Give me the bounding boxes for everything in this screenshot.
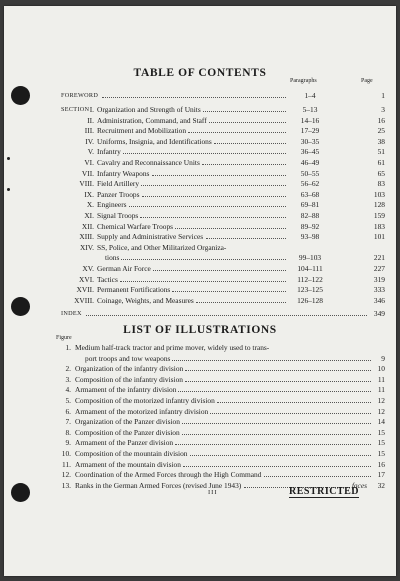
toc-section-title: Recruitment and Mobilization <box>97 126 187 136</box>
illustration-faces: faces <box>351 480 367 490</box>
illustration-page: 16 <box>377 459 385 469</box>
toc-section-number: XVI. <box>79 274 94 284</box>
toc-section-title: Administration, Command, and Staff <box>97 115 207 125</box>
toc-section-number: V. <box>87 147 94 157</box>
illustration-title: Composition of the infantry division <box>75 374 183 384</box>
toc-section-page: 319 <box>373 274 385 284</box>
toc-section-page: 183 <box>373 221 385 231</box>
illustration-page: 15 <box>377 449 385 458</box>
leader-dots <box>210 413 371 414</box>
toc-title: TABLE OF CONTENTS <box>133 67 267 79</box>
toc-section <box>4 221 396 232</box>
toc-section-paragraphs: 46–49 <box>300 158 320 167</box>
illustration-page: 32 <box>377 480 385 490</box>
toc-section-cont <box>4 252 396 263</box>
leader-dots <box>153 270 286 271</box>
illustration-page: 17 <box>377 470 385 480</box>
illustration-page: 15 <box>377 427 385 437</box>
toc-section <box>4 104 396 115</box>
toc-index-page: 349 <box>373 309 385 319</box>
illustration-title-cont: port troops and tow weapons <box>85 353 171 363</box>
leader-dots <box>175 228 286 229</box>
toc-section-number: VI. <box>84 158 94 167</box>
illustration-page: 10 <box>377 364 385 374</box>
toc-section-title: Uniforms, Insignia, and Identifications <box>97 136 212 146</box>
toc-section <box>4 284 396 295</box>
toc-section-paragraphs: 30–35 <box>300 136 320 146</box>
toc-section <box>4 242 396 253</box>
leader-dots <box>209 122 286 123</box>
toc-section-page: 101 <box>373 232 385 242</box>
toc-section-page: 61 <box>377 158 385 167</box>
toc-section-paragraphs: 93–98 <box>300 232 320 242</box>
toc-section-paragraphs: 17–29 <box>300 126 320 136</box>
toc-section-page: 51 <box>377 147 385 157</box>
toc-section-page: 25 <box>377 126 385 136</box>
toc-section-title: Chemical Warfare Troops <box>97 221 174 231</box>
toc-section-number: II. <box>87 115 94 125</box>
toc-section-cont-page: 221 <box>373 253 385 263</box>
toc-section-title: Permanent Fortifications <box>97 285 171 295</box>
toc-section <box>4 210 396 221</box>
toc-section-page: 103 <box>373 189 385 199</box>
toc-section <box>4 157 396 168</box>
illustration-item <box>4 395 396 406</box>
toc-section-paragraphs: 123–125 <box>297 285 323 295</box>
toc-section-title: Supply and Administrative Services <box>97 232 204 242</box>
toc-section <box>4 178 396 189</box>
leader-dots <box>86 315 367 316</box>
toc-section-paragraphs: 89–92 <box>300 221 320 231</box>
document-page <box>4 6 396 576</box>
toc-section-number: IV. <box>85 136 94 146</box>
leader-dots <box>142 196 286 197</box>
illustration-item <box>4 469 396 480</box>
toc-section-number: XVII. <box>76 285 94 295</box>
illustration-title: Armament of the mountain division <box>75 459 181 469</box>
leader-dots <box>185 370 371 371</box>
toc-section <box>4 231 396 242</box>
toc-foreword-page: 1 <box>381 91 385 100</box>
toc-section-paragraphs: 82–88 <box>300 211 320 220</box>
illustration-page: 9 <box>381 353 385 363</box>
toc-foreword <box>4 90 396 101</box>
toc-section-page: 3 <box>381 105 385 114</box>
toc-section-page: 159 <box>373 211 385 220</box>
page-numeral: III <box>208 489 218 496</box>
toc-section <box>4 168 396 179</box>
toc-section-paragraphs: 50–55 <box>300 168 320 178</box>
toc-foreword-label: FOREWORD <box>61 92 99 99</box>
toc-section-paragraphs: 5–13 <box>302 105 318 114</box>
illustration-title: Medium half-track tractor and prime mover, widely used to trans- <box>75 343 270 352</box>
leader-dots <box>214 143 286 144</box>
leader-dots <box>190 455 371 456</box>
toc-foreword-paragraphs: 1–4 <box>304 91 316 100</box>
leader-dots <box>264 476 371 477</box>
toc-section-title: Signal Troops <box>97 211 139 220</box>
illustration-title: Armament of the motorized infantry division <box>75 406 209 416</box>
illustration-item <box>4 427 396 438</box>
toc-section-title: Infantry <box>97 147 121 157</box>
toc-section <box>4 125 396 136</box>
toc-section-page: 346 <box>373 295 385 305</box>
illustration-item <box>4 384 396 395</box>
illustration-number: 11. <box>62 459 71 469</box>
toc-section-number: X. <box>86 200 94 210</box>
leader-dots <box>120 281 286 282</box>
toc-section-title: SS, Police, and Other Militarized Organiza- <box>97 242 227 252</box>
leader-dots <box>121 259 286 260</box>
leader-dots <box>123 153 286 154</box>
illustration-item <box>4 416 396 427</box>
leader-dots <box>178 391 371 392</box>
illustration-item <box>4 342 396 353</box>
toc-section-title: German Air Force <box>97 264 151 273</box>
col-figure-header: Figure <box>56 335 72 341</box>
illustration-page: 15 <box>377 438 385 448</box>
leader-dots <box>196 302 286 303</box>
toc-section-title: Cavalry and Reconnaissance Units <box>97 158 200 167</box>
toc-section <box>4 274 396 285</box>
toc-section-paragraphs: 36–45 <box>300 147 320 157</box>
toc-section <box>4 146 396 157</box>
illustration-number: 8. <box>65 427 71 437</box>
leader-dots <box>141 185 286 186</box>
toc-index <box>4 308 396 319</box>
illustration-title: Organization of the Panzer division <box>75 417 180 427</box>
toc-section <box>4 189 396 200</box>
leader-dots <box>152 175 286 176</box>
illustration-title: Organization of the infantry division <box>75 364 184 374</box>
leader-dots <box>203 111 286 112</box>
illustration-page: 11 <box>377 374 385 384</box>
illustration-page: 12 <box>377 406 385 416</box>
toc-section <box>4 136 396 147</box>
toc-section-paragraphs: 126–128 <box>297 295 323 305</box>
loi-title: LIST OF ILLUSTRATIONS <box>123 324 277 336</box>
illustration-number: 13. <box>61 480 71 490</box>
toc-section-paragraphs: 104–111 <box>297 264 323 273</box>
illustration-number: 5. <box>65 396 71 405</box>
toc-section-title: Coinage, Weights, and Measures <box>97 295 194 305</box>
illustration-number: 1. <box>65 343 71 352</box>
col-paragraphs-header: Paragraphs <box>290 78 317 84</box>
illustration-number: 7. <box>65 417 71 427</box>
toc-section-page: 333 <box>373 285 385 295</box>
section-word: SECTION <box>61 106 90 113</box>
leader-dots <box>175 444 371 445</box>
leader-dots <box>140 217 286 218</box>
toc-section-paragraphs: 56–62 <box>300 179 320 189</box>
leader-dots <box>182 423 371 424</box>
illustration-item <box>4 437 396 448</box>
leader-dots <box>183 466 371 467</box>
toc-section-number: III. <box>84 126 94 136</box>
toc-section-page: 65 <box>377 168 385 178</box>
toc-section-paragraphs: 63–68 <box>300 189 320 199</box>
illustration-number: 9. <box>65 438 71 448</box>
illustration-number: 10. <box>61 449 71 458</box>
toc-section-number: VIII. <box>79 179 94 189</box>
illustration-number: 6. <box>65 406 71 416</box>
toc-section-paragraphs: 69–81 <box>300 200 320 210</box>
leader-dots <box>129 206 286 207</box>
toc-index-label: INDEX <box>61 310 82 318</box>
toc-section-page: 227 <box>373 264 385 273</box>
illustration-title: Armament of the infantry division <box>75 385 177 395</box>
toc-section-number: IX. <box>84 189 94 199</box>
leader-dots <box>185 381 371 382</box>
col-page-header: Page <box>361 78 373 84</box>
toc-section-page: 38 <box>377 136 385 146</box>
toc-section <box>4 115 396 126</box>
illustration-item-cont <box>4 353 396 364</box>
leader-dots <box>188 132 286 133</box>
illustration-title: Armament of the Panzer division <box>75 438 174 448</box>
toc-section-number: XI. <box>84 211 94 220</box>
illustration-title: Composition of the mountain division <box>75 449 188 458</box>
toc-section-number: XV. <box>82 264 94 273</box>
leader-dots <box>202 164 286 165</box>
leader-dots <box>217 402 371 403</box>
toc-section-number: XVIII. <box>74 295 94 305</box>
toc-section <box>4 263 396 274</box>
toc-section-paragraphs: 14–16 <box>300 115 320 125</box>
illustration-number: 4. <box>65 385 71 395</box>
illustration-number: 2. <box>65 364 71 374</box>
illustration-item <box>4 374 396 385</box>
toc-section <box>4 295 396 306</box>
toc-section-cont-paragraphs: 99–103 <box>298 253 322 263</box>
leader-dots <box>172 360 371 361</box>
illustration-item <box>4 459 396 470</box>
leader-dots <box>182 434 371 435</box>
illustration-title: Composition of the Panzer division <box>75 427 180 437</box>
leader-dots <box>102 97 286 98</box>
illustration-item <box>4 448 396 459</box>
toc-section <box>4 199 396 210</box>
restricted-marking: RESTRICTED <box>289 486 360 497</box>
toc-section-page: 16 <box>377 115 385 125</box>
toc-section-page: 83 <box>377 179 385 189</box>
illustration-page: 12 <box>377 396 385 405</box>
toc-section-title: Panzer Troops <box>97 189 140 199</box>
illustration-number: 3. <box>65 374 71 384</box>
toc-section-number: XIII. <box>79 232 94 242</box>
toc-section-title: Engineers <box>97 200 127 210</box>
illustration-item <box>4 406 396 417</box>
illustration-title: Composition of the motorized infantry division <box>75 396 215 405</box>
toc-section-title: Infantry Weapons <box>97 168 150 178</box>
illustration-page: 14 <box>377 417 385 427</box>
toc-section-page: 128 <box>373 200 385 210</box>
illustration-title: Ranks in the German Armed Forces (revised June 1943) <box>75 480 242 490</box>
toc-section-title: Organization and Strength of Units <box>97 105 201 114</box>
illustration-item <box>4 363 396 374</box>
illustration-title: Coordination of the Armed Forces through the High Command <box>75 470 262 480</box>
illustration-page: 11 <box>377 385 385 395</box>
leader-dots <box>206 238 286 239</box>
toc-section-title: Field Artillery <box>97 179 140 189</box>
toc-section-number: I. <box>89 105 94 114</box>
toc-section-title: Tactics <box>97 274 118 284</box>
leader-dots <box>172 291 286 292</box>
illustration-number: 12. <box>61 470 71 480</box>
toc-section-number: XII. <box>81 221 94 231</box>
toc-section-cont-title: tions <box>105 253 120 263</box>
toc-section-number: VII. <box>81 168 94 178</box>
toc-section-number: XIV. <box>79 242 94 252</box>
toc-section-paragraphs: 112–122 <box>297 274 323 284</box>
